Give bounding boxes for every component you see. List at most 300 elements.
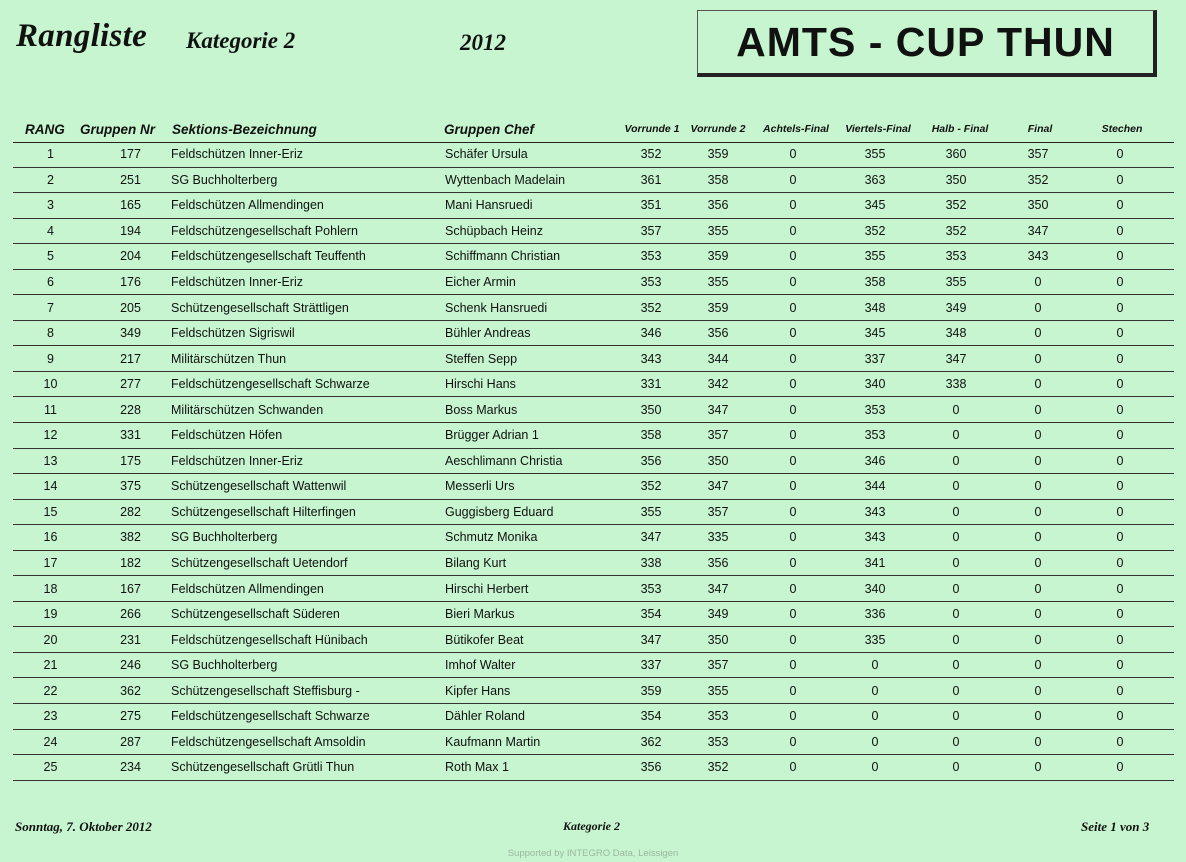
- viertel-cell: 363: [864, 172, 886, 187]
- vorrunde2-cell: 347: [707, 402, 729, 417]
- stechen-cell: 0: [1116, 147, 1124, 162]
- achtel-cell: 0: [789, 377, 797, 392]
- gruppen-nr-cell: 204: [120, 249, 141, 264]
- sektion-cell: Feldschützengesellschaft Amsoldin: [171, 734, 366, 749]
- halb-cell: 0: [952, 479, 960, 494]
- chef-cell: Boss Markus: [445, 402, 518, 417]
- sektion-cell: Feldschützengesellschaft Schwarze: [171, 377, 370, 392]
- col-header-sektion: Sektions-Bezeichnung: [172, 121, 317, 137]
- final-cell: 0: [1034, 632, 1042, 647]
- final-cell: 0: [1034, 351, 1042, 366]
- viertel-cell: 337: [864, 351, 886, 366]
- viertel-cell: 346: [864, 453, 886, 468]
- stechen-cell: 0: [1116, 581, 1124, 596]
- final-cell: 0: [1034, 275, 1042, 289]
- col-header-vorrunde2: Vorrunde 2: [690, 123, 746, 135]
- vorrunde1-cell: 343: [640, 351, 662, 366]
- gruppen-nr-cell: 251: [120, 172, 141, 187]
- viertel-cell: 0: [871, 683, 879, 698]
- final-cell: 357: [1027, 147, 1049, 162]
- viertel-cell: 0: [871, 760, 879, 775]
- achtel-cell: 0: [789, 453, 797, 468]
- chef-cell: Mani Hansruedi: [445, 198, 533, 213]
- sektion-cell: Feldschützen Allmendingen: [171, 581, 324, 596]
- achtel-cell: 0: [789, 326, 797, 341]
- viertel-cell: 348: [864, 300, 886, 315]
- rang-cell: 12: [43, 428, 58, 443]
- halb-cell: 0: [952, 402, 960, 417]
- vorrunde2-cell: 352: [707, 760, 729, 775]
- achtel-cell: 0: [789, 581, 797, 596]
- vorrunde2-cell: 349: [707, 607, 729, 622]
- stechen-cell: 0: [1116, 453, 1124, 468]
- final-cell: 343: [1027, 249, 1049, 264]
- vorrunde1-cell: 355: [640, 504, 662, 519]
- rang-cell: 11: [44, 402, 57, 417]
- rang-cell: 9: [47, 351, 54, 366]
- vorrunde1-cell: 354: [640, 709, 662, 724]
- vorrunde1-cell: 356: [640, 453, 662, 468]
- col-header-rang: RANG: [25, 121, 65, 137]
- vorrunde1-cell: 331: [640, 377, 662, 392]
- vorrunde2-cell: 347: [707, 581, 729, 596]
- chef-cell: Messerli Urs: [445, 479, 515, 494]
- viertel-cell: 0: [871, 734, 879, 749]
- halb-cell: 0: [952, 581, 960, 596]
- stechen-cell: 0: [1116, 223, 1124, 238]
- stechen-cell: 0: [1116, 632, 1124, 647]
- sektion-cell: Feldschützengesellschaft Pohlern: [171, 223, 358, 238]
- final-cell: 0: [1034, 683, 1042, 698]
- stechen-cell: 0: [1116, 172, 1124, 187]
- halb-cell: 0: [952, 760, 960, 775]
- halb-cell: 353: [945, 249, 967, 264]
- achtel-cell: 0: [789, 275, 797, 289]
- chef-cell: Schiffmann Christian: [445, 249, 561, 264]
- halb-cell: 0: [952, 530, 960, 545]
- chef-cell: Imhof Walter: [445, 658, 516, 673]
- final-cell: 0: [1034, 530, 1042, 545]
- final-cell: 0: [1034, 709, 1042, 724]
- vorrunde2-cell: 350: [707, 453, 729, 468]
- vorrunde1-cell: 362: [640, 734, 662, 749]
- achtel-cell: 0: [789, 402, 797, 417]
- halb-cell: 352: [945, 223, 967, 238]
- stechen-cell: 0: [1116, 402, 1124, 417]
- cup-title-box: [697, 10, 1157, 77]
- col-header-achtel: Achtels-Final: [763, 123, 829, 135]
- vorrunde1-cell: 351: [640, 198, 662, 213]
- vorrunde1-cell: 356: [640, 760, 662, 775]
- gruppen-nr-cell: 287: [120, 734, 141, 749]
- viertel-cell: 341: [864, 556, 886, 571]
- sektion-cell: Feldschützengesellschaft Hünibach: [171, 632, 368, 647]
- vorrunde1-cell: 353: [640, 581, 662, 596]
- rang-cell: 14: [43, 479, 58, 494]
- achtel-cell: 0: [789, 198, 797, 213]
- gruppen-nr-cell: 382: [120, 530, 141, 545]
- final-cell: 0: [1034, 479, 1042, 494]
- rang-cell: 7: [47, 300, 54, 315]
- vorrunde1-cell: 358: [640, 428, 662, 443]
- achtel-cell: 0: [789, 147, 797, 162]
- sektion-cell: Feldschützen Inner-Eriz: [171, 147, 304, 162]
- table-row: [13, 168, 1174, 194]
- gruppen-nr-cell: 167: [120, 581, 141, 596]
- sektion-cell: Feldschützen Allmendingen: [171, 198, 324, 213]
- chef-cell: Brügger Adrian 1: [445, 428, 539, 443]
- table-row: [13, 551, 1174, 577]
- achtel-cell: 0: [789, 479, 797, 494]
- sektion-cell: Feldschützen Inner-Eriz: [171, 275, 304, 289]
- rang-cell: 25: [43, 760, 58, 775]
- rang-cell: 24: [43, 734, 58, 749]
- viertel-cell: 340: [864, 377, 886, 392]
- final-cell: 0: [1034, 734, 1042, 749]
- sektion-cell: Schützengesellschaft Steffisburg -: [171, 683, 360, 698]
- sektion-cell: Schützengesellschaft Süderen: [171, 607, 340, 622]
- viertel-cell: 345: [864, 198, 886, 213]
- vorrunde2-cell: 356: [707, 326, 729, 341]
- supported-by: Supported by INTEGRO Data, Leissigen: [507, 848, 679, 859]
- viertel-cell: 355: [864, 249, 886, 264]
- vorrunde2-cell: 355: [707, 223, 729, 238]
- vorrunde2-cell: 357: [707, 428, 729, 443]
- achtel-cell: 0: [789, 172, 797, 187]
- table-row: [13, 602, 1174, 628]
- gruppen-nr-cell: 362: [120, 683, 141, 698]
- viertel-cell: 344: [864, 479, 886, 494]
- final-cell: 0: [1034, 607, 1042, 622]
- chef-cell: Hirschi Herbert: [445, 581, 529, 596]
- vorrunde2-cell: 353: [707, 709, 729, 724]
- table-row: [13, 704, 1174, 730]
- table-row: [13, 193, 1174, 219]
- vorrunde2-cell: 347: [707, 479, 729, 494]
- viertel-cell: 335: [864, 632, 886, 647]
- page-title: Rangliste: [16, 18, 148, 54]
- halb-cell: 0: [952, 709, 960, 724]
- vorrunde1-cell: 352: [640, 479, 662, 494]
- table-row: [13, 500, 1174, 526]
- final-cell: 0: [1034, 556, 1042, 571]
- gruppen-nr-cell: 375: [120, 479, 141, 494]
- col-header-final: Final: [1027, 123, 1053, 135]
- sektion-cell: Schützengesellschaft Strättligen: [171, 300, 349, 315]
- achtel-cell: 0: [789, 683, 797, 698]
- stechen-cell: 0: [1116, 428, 1124, 443]
- achtel-cell: 0: [789, 556, 797, 571]
- table-row: [13, 627, 1174, 653]
- halb-cell: 0: [952, 504, 960, 519]
- col-header-halb: Halb - Final: [931, 123, 989, 135]
- vorrunde1-cell: 354: [640, 607, 662, 622]
- chef-cell: Steffen Sepp: [445, 351, 518, 366]
- rang-cell: 4: [47, 223, 54, 238]
- achtel-cell: 0: [789, 760, 797, 775]
- halb-cell: 349: [945, 300, 967, 315]
- vorrunde2-cell: 359: [707, 300, 729, 315]
- chef-cell: Bühler Andreas: [445, 326, 531, 341]
- table-row: [13, 397, 1174, 423]
- table-row: [13, 576, 1174, 602]
- viertel-cell: 336: [864, 607, 886, 622]
- final-cell: 0: [1034, 581, 1042, 596]
- halb-cell: 0: [952, 428, 960, 443]
- viertel-cell: 0: [871, 709, 879, 724]
- viertel-cell: 0: [871, 658, 879, 673]
- vorrunde1-cell: 361: [640, 172, 662, 187]
- halb-cell: 348: [945, 326, 967, 341]
- rang-cell: 17: [43, 556, 58, 571]
- sektion-cell: Feldschützengesellschaft Schwarze: [171, 709, 370, 724]
- rang-cell: 2: [47, 172, 54, 187]
- table-row: [13, 525, 1174, 551]
- vorrunde1-cell: 357: [640, 223, 662, 238]
- viertel-cell: 343: [864, 504, 886, 519]
- footer-page: Seite 1 von 3: [1081, 819, 1150, 834]
- footer-date: Sonntag, 7. Oktober 2012: [15, 819, 152, 834]
- halb-cell: 0: [952, 632, 960, 647]
- stechen-cell: 0: [1116, 683, 1124, 698]
- stechen-cell: 0: [1116, 734, 1124, 749]
- sektion-cell: Militärschützen Schwanden: [171, 402, 324, 417]
- rang-cell: 8: [47, 326, 54, 341]
- viertel-cell: 340: [864, 581, 886, 596]
- vorrunde1-cell: 347: [640, 530, 662, 545]
- sektion-cell: SG Buchholterberg: [171, 530, 278, 545]
- stechen-cell: 0: [1116, 658, 1124, 673]
- chef-cell: Kipfer Hans: [445, 683, 511, 698]
- gruppen-nr-cell: 175: [120, 453, 141, 468]
- col-header-vorrunde1: Vorrunde 1: [624, 123, 680, 135]
- table-row: [13, 270, 1174, 296]
- viertel-cell: 355: [864, 147, 886, 162]
- halb-cell: 355: [945, 275, 967, 289]
- chef-cell: Schüpbach Heinz: [445, 223, 543, 238]
- chef-cell: Bieri Markus: [445, 607, 515, 622]
- stechen-cell: 0: [1116, 530, 1124, 545]
- category-label: Kategorie 2: [186, 28, 296, 53]
- chef-cell: Dähler Roland: [445, 709, 525, 724]
- vorrunde2-cell: 355: [707, 683, 729, 698]
- gruppen-nr-cell: 349: [120, 326, 141, 341]
- gruppen-nr-cell: 228: [120, 402, 141, 417]
- achtel-cell: 0: [789, 734, 797, 749]
- sektion-cell: Schützengesellschaft Grütli Thun: [171, 760, 355, 775]
- table-row: [13, 142, 1174, 168]
- viertel-cell: 358: [864, 275, 886, 289]
- final-cell: 347: [1027, 223, 1049, 238]
- vorrunde2-cell: 355: [707, 275, 729, 289]
- achtel-cell: 0: [789, 658, 797, 673]
- vorrunde1-cell: 350: [640, 402, 662, 417]
- gruppen-nr-cell: 266: [120, 607, 141, 622]
- table-row: [13, 474, 1174, 500]
- table-row: [13, 346, 1174, 372]
- sektion-cell: SG Buchholterberg: [171, 658, 278, 673]
- gruppen-nr-cell: 275: [120, 709, 141, 724]
- vorrunde1-cell: 352: [640, 300, 662, 315]
- final-cell: 0: [1034, 428, 1042, 443]
- vorrunde2-cell: 358: [707, 172, 729, 187]
- gruppen-nr-cell: 205: [120, 300, 141, 315]
- sektion-cell: SG Buchholterberg: [171, 172, 278, 187]
- table-row: [13, 295, 1174, 321]
- final-cell: 0: [1034, 504, 1042, 519]
- chef-cell: Schenk Hansruedi: [445, 300, 548, 315]
- sektion-cell: Schützengesellschaft Wattenwil: [171, 479, 347, 494]
- rang-cell: 15: [43, 504, 58, 519]
- viertel-cell: 343: [864, 530, 886, 545]
- sektion-cell: Schützengesellschaft Hilterfingen: [171, 504, 356, 519]
- stechen-cell: 0: [1116, 249, 1124, 264]
- chef-cell: Guggisberg Eduard: [445, 504, 554, 519]
- stechen-cell: 0: [1116, 709, 1124, 724]
- final-cell: 0: [1034, 326, 1042, 341]
- final-cell: 0: [1034, 453, 1042, 468]
- vorrunde2-cell: 353: [707, 734, 729, 749]
- halb-cell: 0: [952, 734, 960, 749]
- viertel-cell: 353: [864, 428, 886, 443]
- gruppen-nr-cell: 176: [120, 275, 141, 289]
- halb-cell: 350: [945, 172, 967, 187]
- col-header-stechen: Stechen: [1101, 123, 1143, 135]
- col-header-chef: Gruppen Chef: [444, 121, 534, 137]
- gruppen-nr-cell: 234: [120, 760, 141, 775]
- chef-cell: Schmutz Monika: [445, 530, 538, 545]
- final-cell: 0: [1034, 377, 1042, 392]
- rang-cell: 5: [47, 249, 54, 264]
- rang-cell: 13: [43, 453, 58, 468]
- rang-cell: 1: [47, 147, 54, 162]
- rang-cell: 18: [43, 581, 58, 596]
- ranking-table: [13, 142, 1174, 781]
- chef-cell: Wyttenbach Madelain: [445, 172, 566, 187]
- sektion-cell: Militärschützen Thun: [171, 351, 287, 366]
- stechen-cell: 0: [1116, 760, 1124, 775]
- footer-category: Kategorie 2: [563, 819, 620, 833]
- vorrunde2-cell: 356: [707, 198, 729, 213]
- achtel-cell: 0: [789, 709, 797, 724]
- vorrunde1-cell: 352: [640, 147, 662, 162]
- chef-cell: Aeschlimann Christia: [445, 453, 563, 468]
- achtel-cell: 0: [789, 300, 797, 315]
- vorrunde1-cell: 359: [640, 683, 662, 698]
- rang-cell: 16: [43, 530, 58, 545]
- gruppen-nr-cell: 194: [120, 223, 141, 238]
- halb-cell: 352: [945, 198, 967, 213]
- vorrunde2-cell: 342: [707, 377, 729, 392]
- halb-cell: 0: [952, 453, 960, 468]
- table-row: [13, 449, 1174, 475]
- stechen-cell: 0: [1116, 556, 1124, 571]
- table-row: [13, 219, 1174, 245]
- rang-cell: 10: [43, 377, 58, 392]
- rang-cell: 6: [47, 275, 54, 289]
- table-row: [13, 653, 1174, 679]
- chef-cell: Schäfer Ursula: [445, 147, 528, 162]
- final-cell: 0: [1034, 402, 1042, 417]
- sektion-cell: Feldschützen Sigriswil: [171, 326, 295, 341]
- stechen-cell: 0: [1116, 198, 1124, 213]
- table-row: [13, 423, 1174, 449]
- achtel-cell: 0: [789, 249, 797, 264]
- table-row: [13, 244, 1174, 270]
- year-label: 2012: [460, 30, 506, 55]
- table-row: [13, 678, 1174, 704]
- sektion-cell: Feldschützengesellschaft Teuffenth: [171, 249, 366, 264]
- stechen-cell: 0: [1116, 504, 1124, 519]
- achtel-cell: 0: [789, 351, 797, 366]
- gruppen-nr-cell: 331: [120, 428, 141, 443]
- vorrunde1-cell: 337: [640, 658, 662, 673]
- chef-cell: Roth Max 1: [445, 760, 509, 775]
- sektion-cell: Feldschützen Inner-Eriz: [171, 453, 304, 468]
- halb-cell: 360: [945, 147, 967, 162]
- chef-cell: Eicher Armin: [445, 275, 516, 289]
- achtel-cell: 0: [789, 607, 797, 622]
- stechen-cell: 0: [1116, 275, 1124, 289]
- vorrunde2-cell: 357: [707, 658, 729, 673]
- vorrunde2-cell: 335: [707, 530, 729, 545]
- final-cell: 0: [1034, 658, 1042, 673]
- table-row: [13, 755, 1174, 781]
- sektion-cell: Schützengesellschaft Uetendorf: [171, 556, 348, 571]
- halb-cell: 0: [952, 683, 960, 698]
- col-header-gruppen-nr: Gruppen Nr: [80, 121, 156, 137]
- final-cell: 350: [1027, 198, 1049, 213]
- achtel-cell: 0: [789, 504, 797, 519]
- rang-cell: 21: [43, 658, 58, 673]
- halb-cell: 0: [952, 607, 960, 622]
- halb-cell: 347: [945, 351, 967, 366]
- vorrunde2-cell: 359: [707, 147, 729, 162]
- viertel-cell: 353: [864, 402, 886, 417]
- halb-cell: 0: [952, 658, 960, 673]
- chef-cell: Kaufmann Martin: [445, 734, 541, 749]
- vorrunde1-cell: 347: [640, 632, 662, 647]
- stechen-cell: 0: [1116, 377, 1124, 392]
- final-cell: 0: [1034, 760, 1042, 775]
- stechen-cell: 0: [1116, 479, 1124, 494]
- chef-cell: Bilang Kurt: [445, 556, 507, 571]
- stechen-cell: 0: [1116, 326, 1124, 341]
- vorrunde1-cell: 338: [640, 556, 662, 571]
- table-row: [13, 372, 1174, 398]
- achtel-cell: 0: [789, 223, 797, 238]
- gruppen-nr-cell: 182: [120, 556, 141, 571]
- gruppen-nr-cell: 282: [120, 504, 141, 519]
- gruppen-nr-cell: 177: [120, 147, 141, 162]
- achtel-cell: 0: [789, 632, 797, 647]
- vorrunde2-cell: 344: [707, 351, 729, 366]
- vorrunde2-cell: 350: [707, 632, 729, 647]
- vorrunde2-cell: 357: [707, 504, 729, 519]
- viertel-cell: 352: [864, 223, 886, 238]
- table-row: [13, 321, 1174, 347]
- vorrunde1-cell: 353: [640, 249, 662, 264]
- table-row: [13, 730, 1174, 756]
- gruppen-nr-cell: 217: [120, 351, 141, 366]
- rang-cell: 20: [43, 632, 58, 647]
- rang-cell: 22: [43, 683, 58, 698]
- gruppen-nr-cell: 231: [120, 632, 141, 647]
- vorrunde1-cell: 353: [640, 275, 662, 289]
- stechen-cell: 0: [1116, 300, 1124, 315]
- achtel-cell: 0: [789, 530, 797, 545]
- vorrunde1-cell: 346: [640, 326, 662, 341]
